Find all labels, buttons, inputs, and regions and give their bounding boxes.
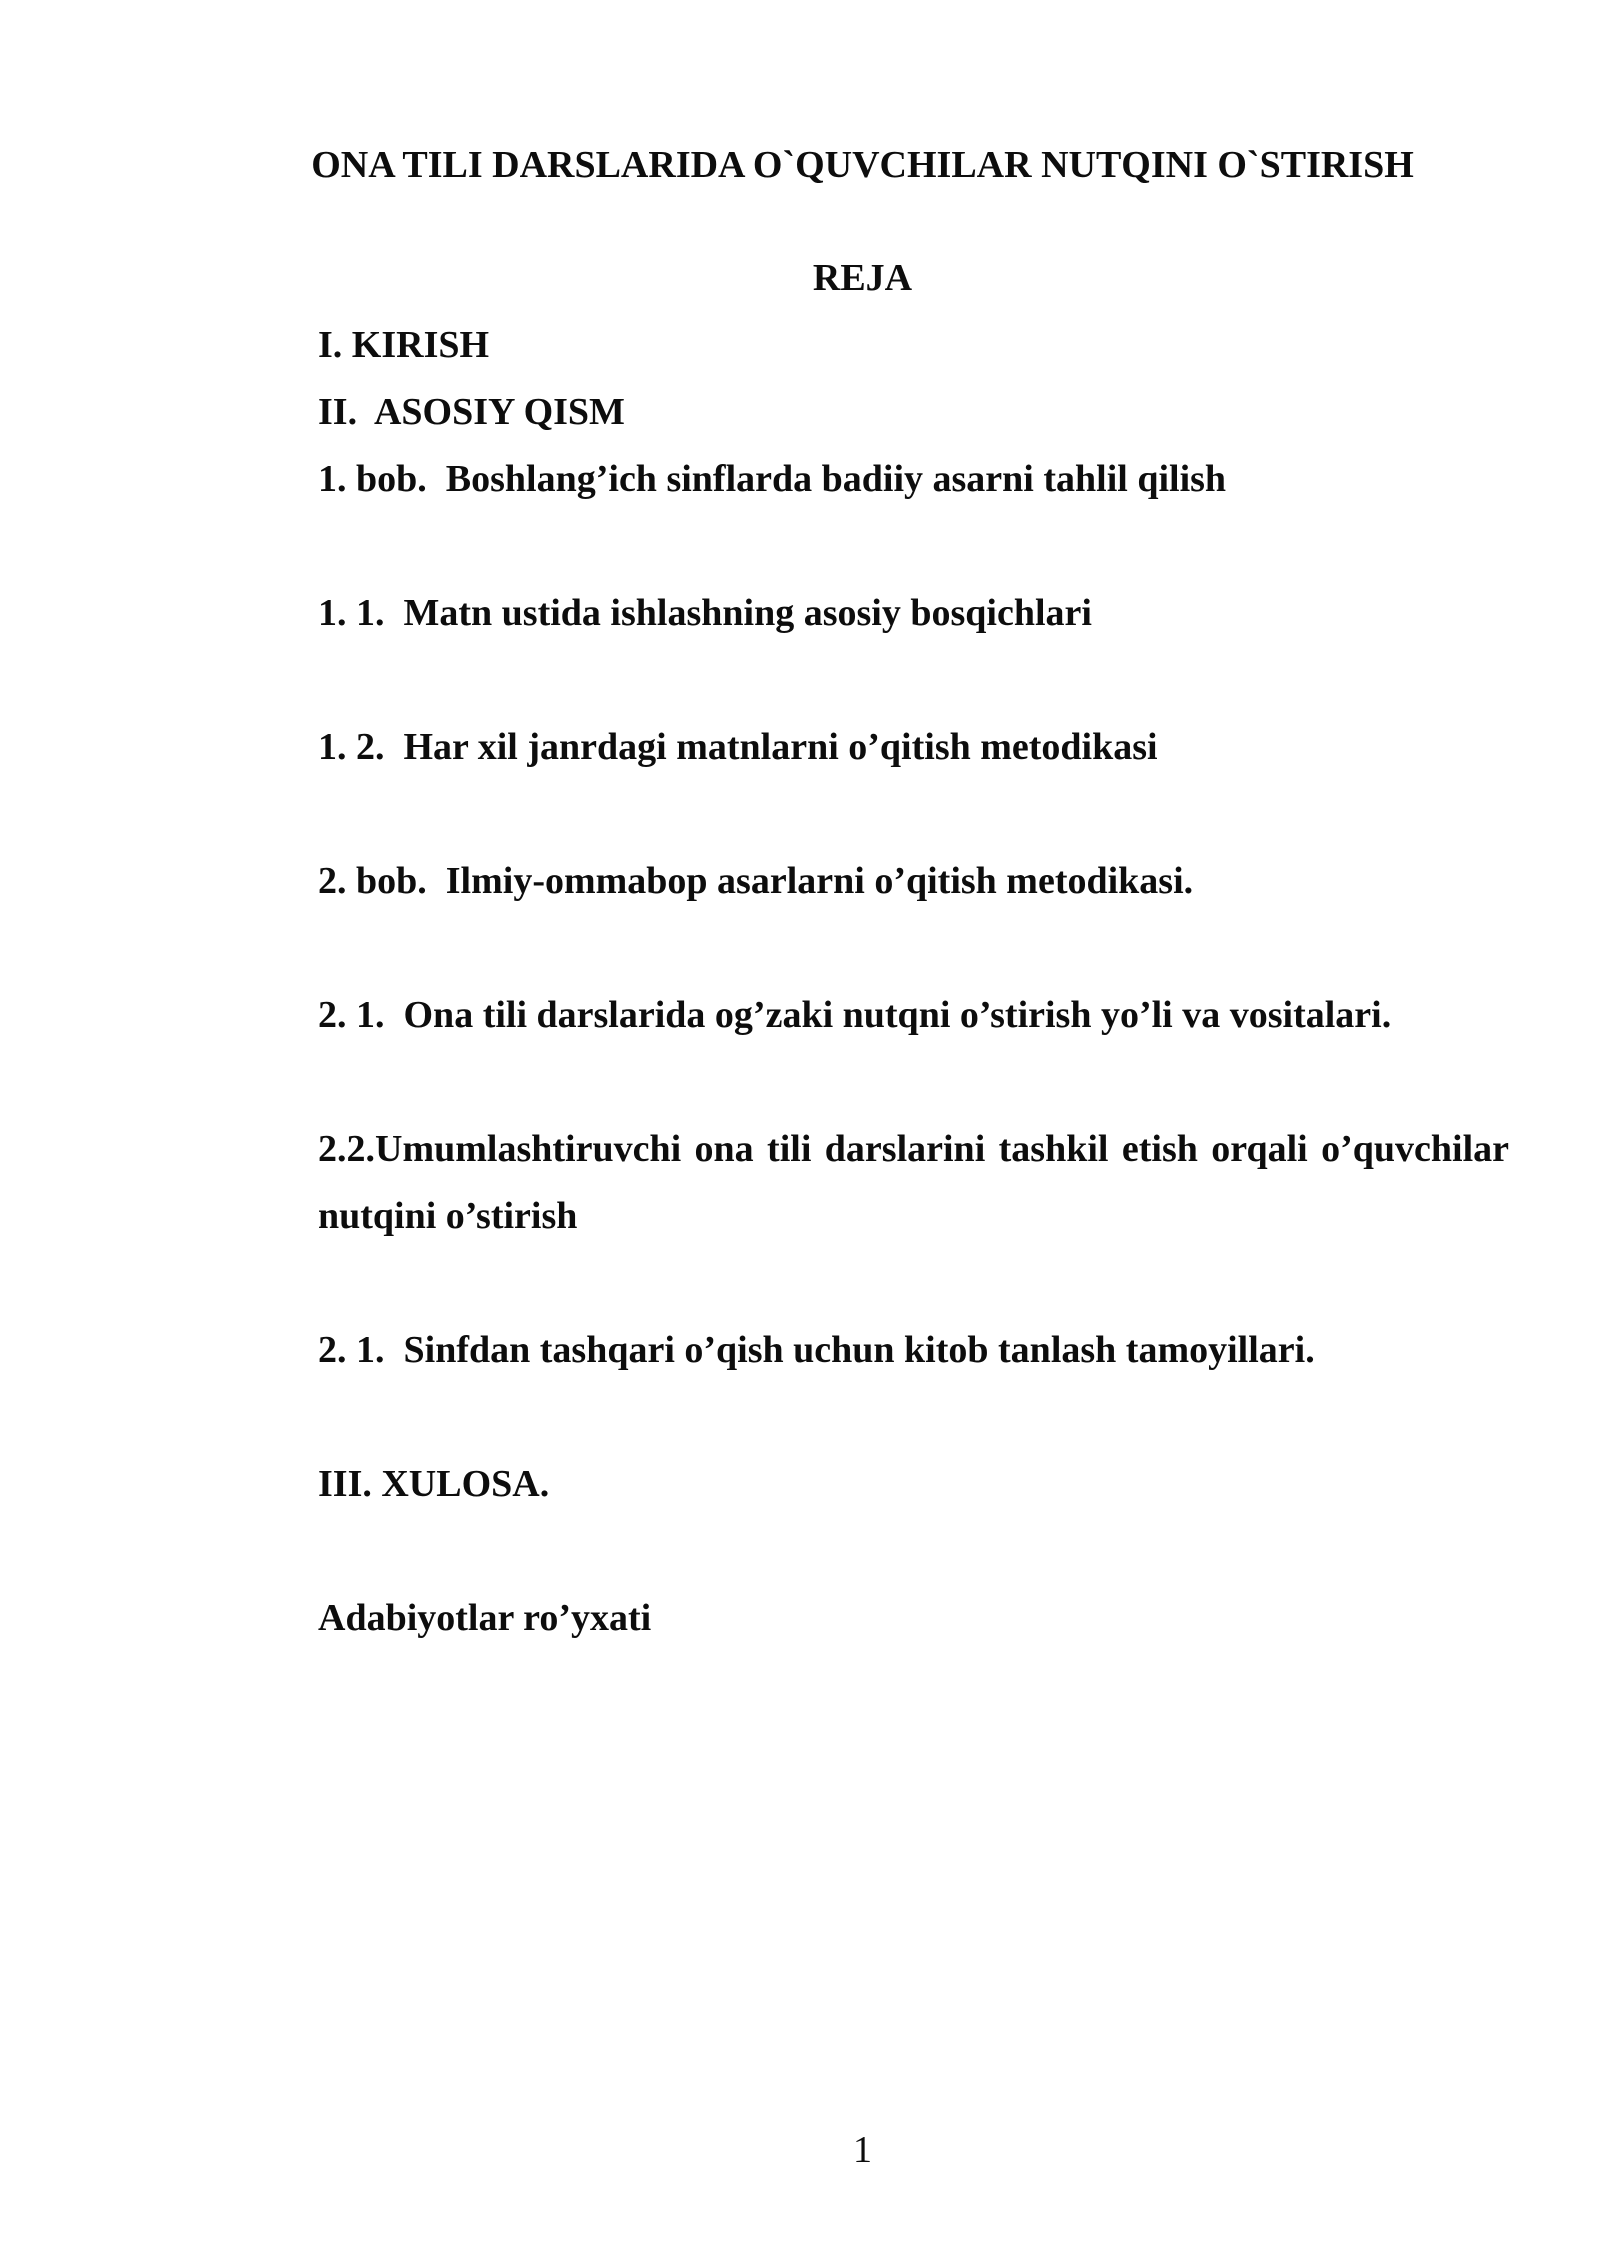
outline-item-1-1: 1. 1. Matn ustida ishlashning asosiy bosqichlari: [318, 592, 1092, 634]
page-number: 1: [853, 2129, 872, 2171]
outline-item-2-2: 2.2.Umumlashtiruvchi ona tili darslarini tashkil etish orqali o’quvchilar nutqini o’stirish: [318, 1128, 1519, 1237]
outline-item-2-1: 2. 1. Ona tili darslarida og’zaki nutqni o’stirish yo’li va vositalari.: [318, 994, 1392, 1036]
plan-heading: REJA: [812, 257, 913, 299]
outline-item-asosiy-qism: II. ASOSIY QISM: [318, 391, 625, 433]
outline-item-1-2: 1. 2. Har xil janrdagi matnlarni o’qitish metodikasi: [318, 726, 1158, 768]
outline-item-kirish: I. KIRISH: [318, 324, 490, 366]
document-title: ONA TILI DARSLARIDA O`QUVCHILAR NUTQINI O`STIRISH: [311, 144, 1414, 186]
outline-item-2-bob: 2. bob. Ilmiy-ommabop asarlarni o’qitish metodikasi.: [318, 860, 1194, 902]
outline-item-xulosa: III. XULOSA.: [318, 1463, 550, 1505]
outline-item-2-1-sinfdan: 2. 1. Sinfdan tashqari o’qish uchun kitob tanlash tamoyillari.: [318, 1329, 1315, 1371]
outline-item-1-bob: 1. bob. Boshlang’ich sinflarda badiiy asarni tahlil qilish: [318, 458, 1227, 500]
outline-item-adabiyotlar: Adabiyotlar ro’yxati: [318, 1597, 652, 1639]
